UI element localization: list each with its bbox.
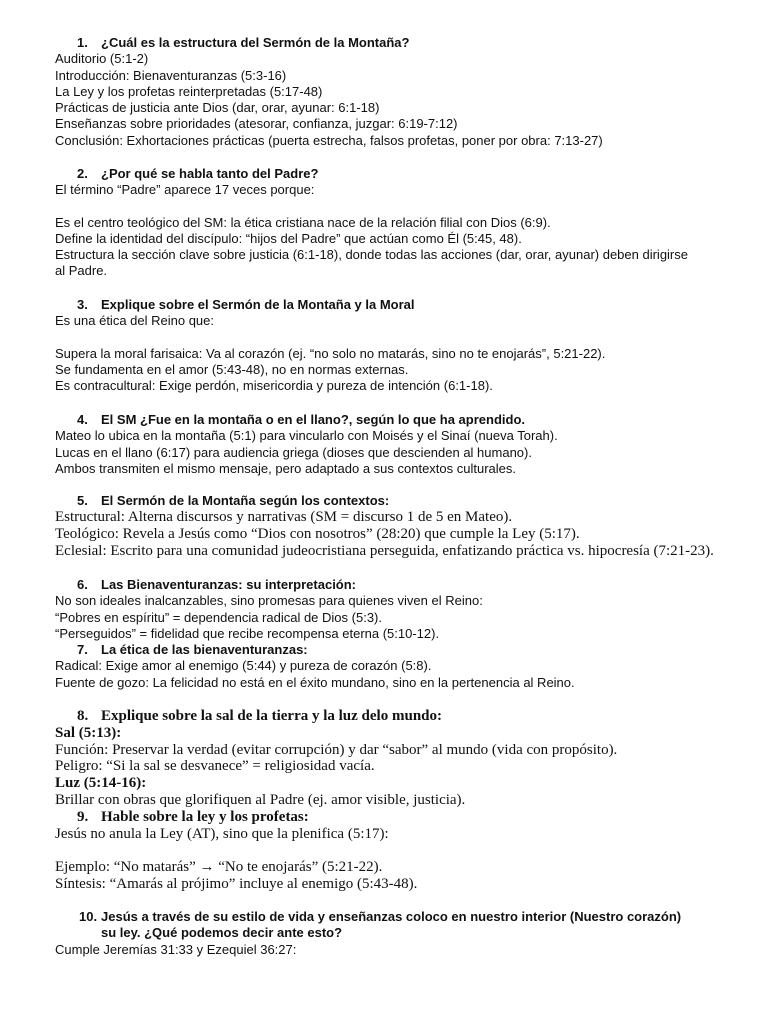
question-title: ¿Cuál es la estructura del Sermón de la Montaña? xyxy=(101,35,410,50)
body-line: No son ideales inalcanzables, sino promesas para quienes viven el Reino: xyxy=(55,593,483,609)
body-line: Estructural: Alterna discursos y narrativas (SM = discurso 1 de 5 en Mateo). xyxy=(55,509,513,526)
body-line: Es contracultural: Exige perdón, misericordia y pureza de intención (6:1-18). xyxy=(55,378,493,394)
body-line: Prácticas de justicia ante Dios (dar, orar, ayunar: 6:1-18) xyxy=(55,100,380,116)
question-number: 9. xyxy=(77,809,89,825)
body-line: El término “Padre” aparece 17 veces porque: xyxy=(55,182,315,198)
body-line: Estructura la sección clave sobre justicia (6:1-18), donde todas las acciones (dar, orar, ayunar) deben dirigirse al Padre. xyxy=(55,247,688,279)
body-line: Radical: Exige amor al enemigo (5:44) y pureza de corazón (5:8). xyxy=(55,658,432,674)
body-line: Mateo lo ubica en la montaña (5:1) para vincularlo con Moisés y el Sinaí (nueva Torah). xyxy=(55,428,558,444)
question-10-heading xyxy=(55,909,728,925)
body-line: Supera la moral farisaica: Va al corazón (ej. “no solo no matarás, sino no te enojarás”, 5:21-22). xyxy=(55,345,606,361)
section-9 xyxy=(55,809,728,893)
body-line: Lucas en el llano (6:17) para audiencia griega (dioses que descienden al humano). xyxy=(55,444,532,460)
section-6 xyxy=(55,577,728,642)
question-4-heading xyxy=(55,412,728,428)
body-line: Es una ética del Reino que: xyxy=(55,313,214,329)
question-number: 7. xyxy=(77,642,88,657)
body-line: La Ley y los profetas reinterpretadas (5:17-48) xyxy=(55,83,323,99)
body-line: Se fundamenta en el amor (5:43-48), no en normas externas. xyxy=(55,361,409,377)
section-5 xyxy=(55,493,728,560)
question-title: La ética de las bienaventuranzas: xyxy=(101,642,308,657)
question-title: El Sermón de la Montaña según los contextos: xyxy=(101,493,390,508)
question-5-heading xyxy=(55,493,728,509)
section-3 xyxy=(55,297,728,394)
question-number: 2. xyxy=(77,166,88,181)
section-2 xyxy=(55,166,728,280)
question-7-heading xyxy=(55,642,728,658)
body-line: Enseñanzas sobre prioridades (atesorar, confianza, juzgar: 6:19-7:12) xyxy=(55,116,458,132)
question-10-heading-cont: su ley. ¿Qué podemos decir ante esto? xyxy=(101,925,343,941)
body-line: Auditorio (5:1-2) xyxy=(55,51,149,67)
question-3-heading xyxy=(55,297,728,313)
question-1-heading xyxy=(55,35,728,51)
body-line: Es el centro teológico del SM: la ética cristiana nace de la relación filial con Dios (6:9). xyxy=(55,214,551,230)
body-line: Eclesial: Escrito para una comunidad judeocristiana perseguida, enfatizando práctica vs. hipocresía (7:21-23). xyxy=(55,542,714,559)
question-number: 8. xyxy=(77,708,89,724)
body-line: Peligro: “Si la sal se desvanece” = religiosidad vacía. xyxy=(55,758,375,775)
body-line: Teológico: Revela a Jesús como “Dios con nosotros” (28:20) que cumple la Ley (5:17). xyxy=(55,526,580,543)
question-number: 3. xyxy=(77,297,88,312)
question-number: 5. xyxy=(77,493,88,508)
body-line: Fuente de gozo: La felicidad no está en el éxito mundano, sino en la pertenencia al Reino. xyxy=(55,674,575,690)
question-number: 4. xyxy=(77,412,88,427)
question-title: El SM ¿Fue en la montaña o en el llano?, según lo que ha aprendido. xyxy=(101,412,525,427)
question-number: 1. xyxy=(77,35,88,50)
body-line: Brillar con obras que glorifiquen al Padre (ej. amor visible, justicia). xyxy=(55,791,466,808)
body-line: Conclusión: Exhortaciones prácticas (puerta estrecha, falsos profetas, poner por obra: 7:13-27) xyxy=(55,132,603,148)
question-title: Explique sobre la sal de la tierra y la luz delo mundo: xyxy=(101,708,442,724)
body-line: Jesús no anula la Ley (AT), sino que la plenifica (5:17): xyxy=(55,825,389,842)
question-number: 6. xyxy=(77,577,88,592)
question-6-heading xyxy=(55,577,728,593)
body-line: Ambos transmiten el mismo mensaje, pero adaptado a sus contextos culturales. xyxy=(55,460,517,476)
question-number: 10. xyxy=(79,909,98,924)
section-4 xyxy=(55,412,728,477)
body-line: Define la identidad del discípulo: “hijos del Padre” que actúan como Él (5:45, 48). xyxy=(55,230,522,246)
body-line: Introducción: Bienaventuranzas (5:3-16) xyxy=(55,67,287,83)
question-title: Las Bienaventuranzas: su interpretación: xyxy=(101,577,357,592)
question-title: Explique sobre el Sermón de la Montaña y la Moral xyxy=(101,297,415,312)
body-line: Síntesis: “Amarás al prójimo” incluye al enemigo (5:43-48). xyxy=(55,876,418,893)
question-8-heading xyxy=(55,708,728,725)
luz-heading: Luz (5:14-16): xyxy=(55,775,147,792)
section-10 xyxy=(55,909,728,958)
question-title: Jesús a través de su estilo de vida y enseñanzas coloco en nuestro interior (Nuestro corazón) xyxy=(101,909,682,924)
section-7 xyxy=(55,642,728,691)
body-line: Ejemplo: “No matarás” → “No te enojarás” (5:21-22). xyxy=(55,859,383,876)
body-line: “Pobres en espíritu” = dependencia radical de Dios (5:3). xyxy=(55,609,382,625)
body-line: Cumple Jeremías 31:33 y Ezequiel 36:27: xyxy=(55,941,297,957)
section-8 xyxy=(55,708,728,809)
body-line: Función: Preservar la verdad (evitar corrupción) y dar “sabor” al mundo (vida con propósito). xyxy=(55,741,618,758)
question-title: Hable sobre la ley y los profetas: xyxy=(101,809,309,825)
sal-heading: Sal (5:13): xyxy=(55,724,122,741)
question-title: ¿Por qué se habla tanto del Padre? xyxy=(101,166,319,181)
body-line: “Perseguidos” = fidelidad que recibe recompensa eterna (5:10-12). xyxy=(55,625,440,641)
question-2-heading xyxy=(55,166,728,182)
question-9-heading xyxy=(55,809,728,826)
section-1 xyxy=(55,35,728,149)
